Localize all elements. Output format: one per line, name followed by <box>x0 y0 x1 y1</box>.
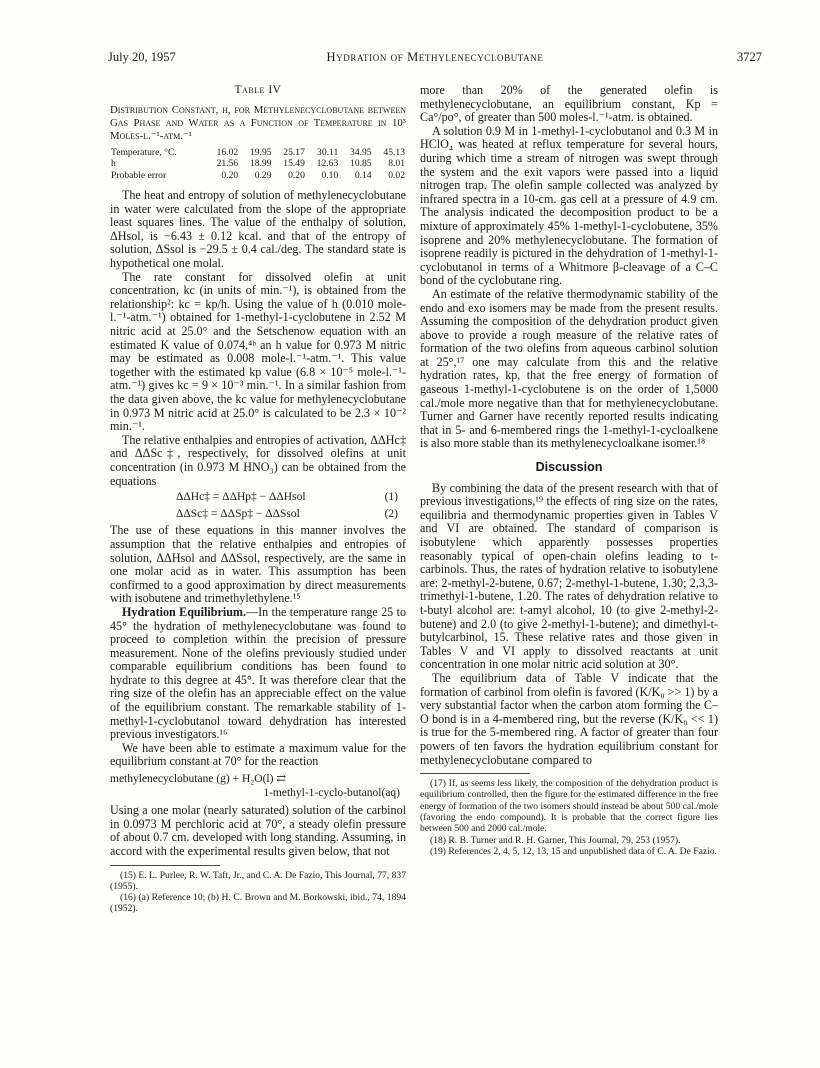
table-cell: 0.20 <box>288 169 305 181</box>
table-cell: 21.56 <box>216 158 239 170</box>
table-title: Table IV <box>234 84 282 96</box>
equation-number: (2) <box>384 507 398 520</box>
table-cell: 12.63 <box>316 158 339 170</box>
table-cell: 16.02 <box>216 146 239 158</box>
table-cell: 19.95 <box>249 146 272 158</box>
equation-text: ΔΔHc‡ = ΔΔHp‡ − ΔΔHsol <box>176 491 306 504</box>
header-date: July 20, 1957 <box>108 50 176 64</box>
equation-text: ΔΔSc‡ = ΔΔSp‡ − ΔΔSsol <box>176 507 300 520</box>
paragraph: By combining the data of the present research with that of previous investigations,¹⁹ the effects of ring size on the rates, equilibria and thermodynamic properties given in Tables V and VI are obtained. The standard of comparison is isobutylene which apparently possesses properties reasonably typical of open-chain olefins leading to t-carbinols. Thus, the rates of hydration relative to isobutylene are: 2-methyl-2-butene, 0.67; 2-methyl-1-butene, 1.30; 2,3,3-trimethyl-1-butene, 1.20. The rates of dehydration relative to t-butyl alcohol are: t-amyl alcohol, 10 (to give 2-methyl-2-butene) and 2.0 (to give 2-methyl-1-butene); and dimethyl-t-butylcarbinol, 15. These relative rates and those given in Tables V and VI apply to dissolved reactants at unit concentration in one molar nitric acid solution at 30°. <box>420 480 718 672</box>
paragraph: The equilibrium data of Table V indicate that the formation of carbinol from olefin is favored (K/K₀ >> 1) by a very substantial factor when the carbon atom forming the C–O bond is in a 4-membered ring, but the reverse (K/K₀ << 1) is true for the 5-membered ring. A factor of greater than four powers of ten favors the hydration equilibrium constant for methylenecyclobutane compared to <box>420 670 718 767</box>
table-cell: 8.01 <box>388 158 405 170</box>
table-cell: 15.49 <box>283 158 305 170</box>
running-header <box>108 50 762 68</box>
paragraph: Using a one molar (nearly saturated) solution of the carbinol in 0.0973 M perchloric acid at 70°, a steady olefin pressure of about 0.7 cm. developed with long standing. Assuming, in accord with the experimental results given below, that not <box>110 803 406 858</box>
row-label: h <box>111 158 116 170</box>
footnote: (19) References 2, 4, 5, 12, 13, 15 and unpublished data of C. A. De Fazio. <box>430 845 717 857</box>
footnote-rule <box>110 865 220 866</box>
paragraph: more than 20% of the generated olefin is methylenecyclobutane, an equilibrium constant, Kp = Ca°/po°, of greater than 500 moles-l.⁻¹-atm. is obtained. <box>420 83 718 125</box>
table-row <box>110 158 406 170</box>
footnote: (16) (a) Reference 10; (b) H. C. Brown and M. Borkowski, ibid., 74, 1894 (1952). <box>110 892 406 915</box>
table-cell: 34.95 <box>350 146 372 158</box>
row-label: Probable error <box>111 169 167 181</box>
paragraph-text: —In the temperature range 25 to 45° the hydration of methylenecyclobutane was found to proceed to completion within the precision of pressure measurement. None of the olefins previously studied under comparable equilibrium conditions has been found to hydrate to this degree at 45°. It was therefore clear that the ring size of the olefin has an appreciable effect on the value of the equilibrium constant. The remarkable stability of 1-methyl-1-cyclobutanol toward dehydration has interested previous investigators.¹⁶ <box>110 604 407 742</box>
row-label: Temperature, °C. <box>111 146 177 158</box>
footnotes-left <box>110 870 406 915</box>
reaction-line: methylenecyclobutane (g) + H₂O(l) ⇄ <box>110 773 286 786</box>
paragraph: The use of these equations in this manner involves the assumption that the relative enthalpies and entropies of solution, ΔΔHsol and ΔΔSsol, respectively, are the same in one molar acid as in water. This assumption has been confirmed to a good approximation by direct measurements with isobutene and trimethylethylene.¹⁵ <box>110 523 406 606</box>
table-cell: 25.17 <box>283 146 305 158</box>
paragraph <box>110 606 406 742</box>
reaction-equation <box>110 773 406 800</box>
footnote: (17) If, as seems less likely, the composition of the dehydration product is equilibrium controlled, then the figure for the estimated difference in the free energy of formation of the two isomers should instead be about 500 cal./mole (favoring the endo compound). It is probable that the correct figure lies between 500 and 2000 cal./mole. <box>420 778 718 835</box>
table-cell: 0.02 <box>388 169 405 181</box>
footnote-rule <box>420 773 530 774</box>
paragraph: We have been able to estimate a maximum value for the equilibrium constant at 70° for the reaction <box>110 740 406 769</box>
table-row <box>110 147 406 159</box>
table-cell: 0.29 <box>254 169 272 181</box>
right-column <box>420 84 718 857</box>
section-run-in-heading: Hydration Equilibrium. <box>122 604 247 619</box>
paragraph: An estimate of the relative thermodynamic stability of the endo and exo isomers may be made from the present results. Assuming the composition of the dehydration product given above to provide a rough measure of the relative rates of formation of the two olefins from aqueous carbinol solution at 25°,¹⁷ one may calculate from this and the relative hydration rates, kp, that the free energy of formation of gaseous 1-methyl-1-cyclobutene is on the order of 1,5000 cal./mole more negative than that for methylenecyclobutane. Turner and Garner have recently reported results indicating that in 5- and 6-membered rings the 1-methyl-1-cycloalkene is also more stable than its methylenecycloalkane isomer.¹⁸ <box>420 286 718 451</box>
paragraph: The relative enthalpies and entropies of activation, ΔΔHc‡ and ΔΔSc‡, respectively, for dissolved olefins at unit concentration (in 0.973 M HNO₃) can be obtained from the equations <box>110 432 406 488</box>
left-column <box>110 84 406 915</box>
table-row <box>110 170 406 182</box>
section-heading-discussion: Discussion <box>535 460 603 475</box>
distribution-constant-table <box>110 147 406 182</box>
footnote: (18) R. B. Turner and R. H. Garner, This Journal, 79, 253 (1957). <box>430 834 681 846</box>
equation-2 <box>176 508 398 522</box>
table-caption: Distribution Constant, h, for Methylenecyclobutane between Gas Phase and Water as a Function of Temperature in 10³ Moles-l.⁻¹-atm.⁻¹ <box>110 103 406 142</box>
header-title: Hydration of Methylenecyclobutane <box>326 50 544 64</box>
equation-1 <box>176 491 398 505</box>
reaction-line: 1-methyl-1-cyclo-butanol(aq) <box>263 786 400 799</box>
table-cell: 0.20 <box>221 169 239 181</box>
paragraph: A solution 0.9 M in 1-methyl-1-cyclobutanol and 0.3 M in HClO₄ was heated at reflux temperature for several hours, during which time a stream of nitrogen was swept through the system and the exit vapors were passed into a liquid nitrogen trap. The olefin sample collected was analyzed by infrared spectra in a 10-cm. gas cell at a pressure of 4.9 cm. The analysis indicated the decomposition product to be a mixture of approximately 45% 1-methyl-1-cyclobutene, 35% isoprene and 20% methylenecyclobutane. The formation of isoprene readily is pictured in the dehydration of 1-methyl-1-cyclobutanol in terms of a Whitmore β-cleavage of a C–C bond of the cyclobutane ring. <box>420 123 718 288</box>
footnotes-right <box>420 778 718 857</box>
table-cell: 30.11 <box>317 146 339 158</box>
equation-number: (1) <box>384 491 398 504</box>
footnote: (15) E. L. Purlee, R. W. Taft, Jr., and C. A. De Fazio, This Journal, 77, 837 (1955). <box>110 869 406 892</box>
table-cell: 10.85 <box>350 158 372 170</box>
table-cell: 0.10 <box>321 169 339 181</box>
header-page-number: 3727 <box>737 50 762 64</box>
table-cell: 45.13 <box>383 146 405 158</box>
table-cell: 0.14 <box>354 169 372 181</box>
paragraph: The rate constant for dissolved olefin at unit concentration, kc (in units of min.⁻¹), is obtained from the relationship²: kc = kp/h. Using the value of h (0.010 mole-l.⁻¹-atm.⁻¹) obtained for 1-methyl-1-cyclobutene in 2.52 M nitric acid at 25.0° and the Setschenow equation with an estimated K value of 0.074,⁴ᵇ an h value for 0.973 M nitric may be estimated as 0.008 mole-l.⁻¹-atm.⁻¹. This value together with the estimated kp value (6.8 × 10⁻⁵ mole-l.⁻¹-atm.⁻¹) gives kc = 9 × 10⁻³ min.⁻¹. In a similar fashion from the data given above, the kc value for methylenecyclobutane in 0.973 M nitric acid at 25.0° is calculated to be 2.3 × 10⁻² min.⁻¹. <box>110 269 406 434</box>
table-cell: 18.99 <box>249 158 272 170</box>
paragraph: The heat and entropy of solution of methylenecyclobutane in water were calculated from the slope of the appropriate least squares lines. The value of the enthalpy of solution, ΔHsol, is −6.43 ± 0.12 kcal. and that of the entropy of solution, ΔSsol is −29.5 ± 0.4 cal./deg. The standard state is hypothetical one molal. <box>110 188 406 271</box>
